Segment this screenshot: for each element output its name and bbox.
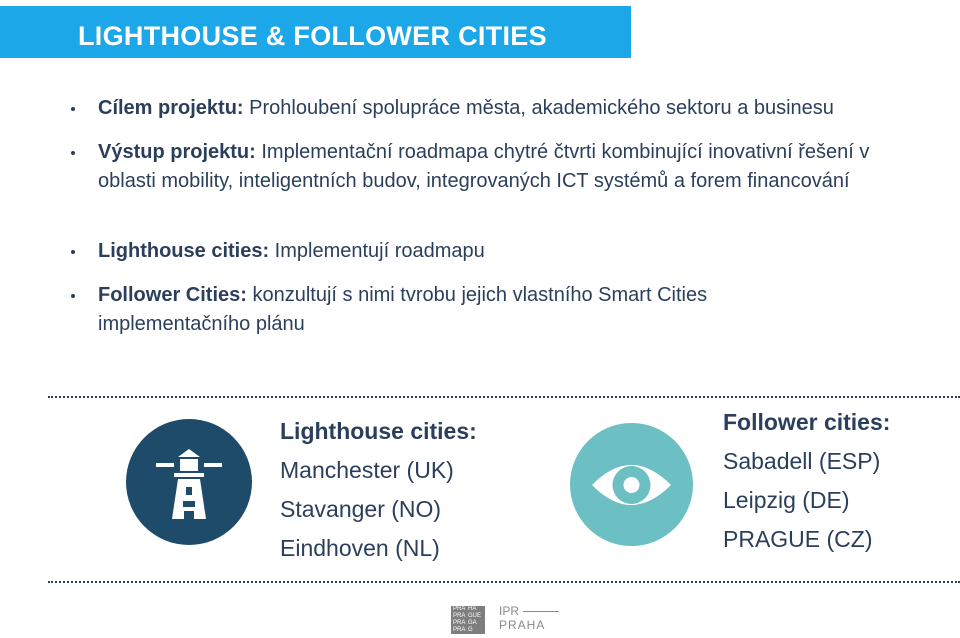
lighthouse-badge — [126, 419, 252, 545]
praha-logo-text: PRA — [453, 606, 466, 612]
praha-logo-text: PRA — [453, 620, 466, 626]
follower-list — [723, 409, 890, 565]
ipr-logo-subtext: PRAHA — [499, 618, 546, 632]
bullet-dot — [71, 294, 75, 298]
bullet-dot — [71, 151, 75, 155]
lighthouse-heading: Lighthouse cities: — [280, 418, 477, 444]
praha-logo-text: G — [468, 627, 473, 633]
bullet-text: Prohloubení spolupráce města, akademického sektoru a businesu — [243, 97, 834, 119]
lighthouse-city: Eindhoven (NL) — [280, 535, 440, 561]
title-bar — [0, 6, 631, 58]
follower-heading: Follower cities: — [723, 409, 891, 435]
bullet-label: Lighthouse cities: — [98, 240, 270, 262]
praha-logo-text: GA — [468, 620, 477, 626]
divider-top — [48, 396, 960, 398]
lighthouse-city: Stavanger (NO) — [280, 496, 442, 522]
follower-city: Sabadell (ESP) — [723, 448, 881, 474]
bullet-goal — [98, 94, 918, 123]
bullet-text: Implementují roadmapu — [269, 240, 485, 262]
ipr-logo-line — [523, 611, 559, 612]
bullet-follower — [98, 281, 788, 339]
praha-logo-text: HA — [468, 606, 477, 612]
lighthouse-icon — [126, 419, 252, 545]
ipr-praha-logo — [499, 605, 565, 635]
bullet-label: Cílem projektu: — [98, 97, 244, 119]
praha-logo-text: PRA — [453, 627, 466, 633]
bullet-lighthouse — [98, 237, 918, 266]
eye-icon — [570, 423, 693, 546]
bullet-text: konzultují s nimi tvrobu jejich vlastního Smart Cities implementačního plánu — [98, 284, 708, 335]
divider-bottom — [48, 581, 960, 583]
bullet-output — [98, 138, 898, 196]
lighthouse-list — [280, 418, 477, 574]
follower-city: PRAGUE (CZ) — [723, 526, 873, 552]
ipr-logo-text: IPR — [499, 604, 520, 618]
page-title: LIGHTHOUSE & FOLLOWER CITIES — [78, 21, 547, 51]
praha-logo — [451, 606, 485, 634]
praha-logo-text: PRA — [453, 613, 466, 619]
follower-city: Leipzig (DE) — [723, 487, 850, 513]
follower-badge — [570, 423, 693, 546]
bullet-label: Výstup projektu: — [98, 141, 256, 163]
bullet-dot — [71, 107, 75, 111]
praha-logo-text: GUE — [468, 613, 482, 619]
bullet-dot — [71, 250, 75, 254]
bullet-text: Implementační roadmapa chytré čtvrti kombinující inovativní řešení v oblasti mobility, inteligentních budov, integrovaných ICT systémů a forem financování — [98, 141, 870, 192]
lighthouse-city: Manchester (UK) — [280, 457, 454, 483]
bullet-label: Follower Cities: — [98, 284, 247, 306]
